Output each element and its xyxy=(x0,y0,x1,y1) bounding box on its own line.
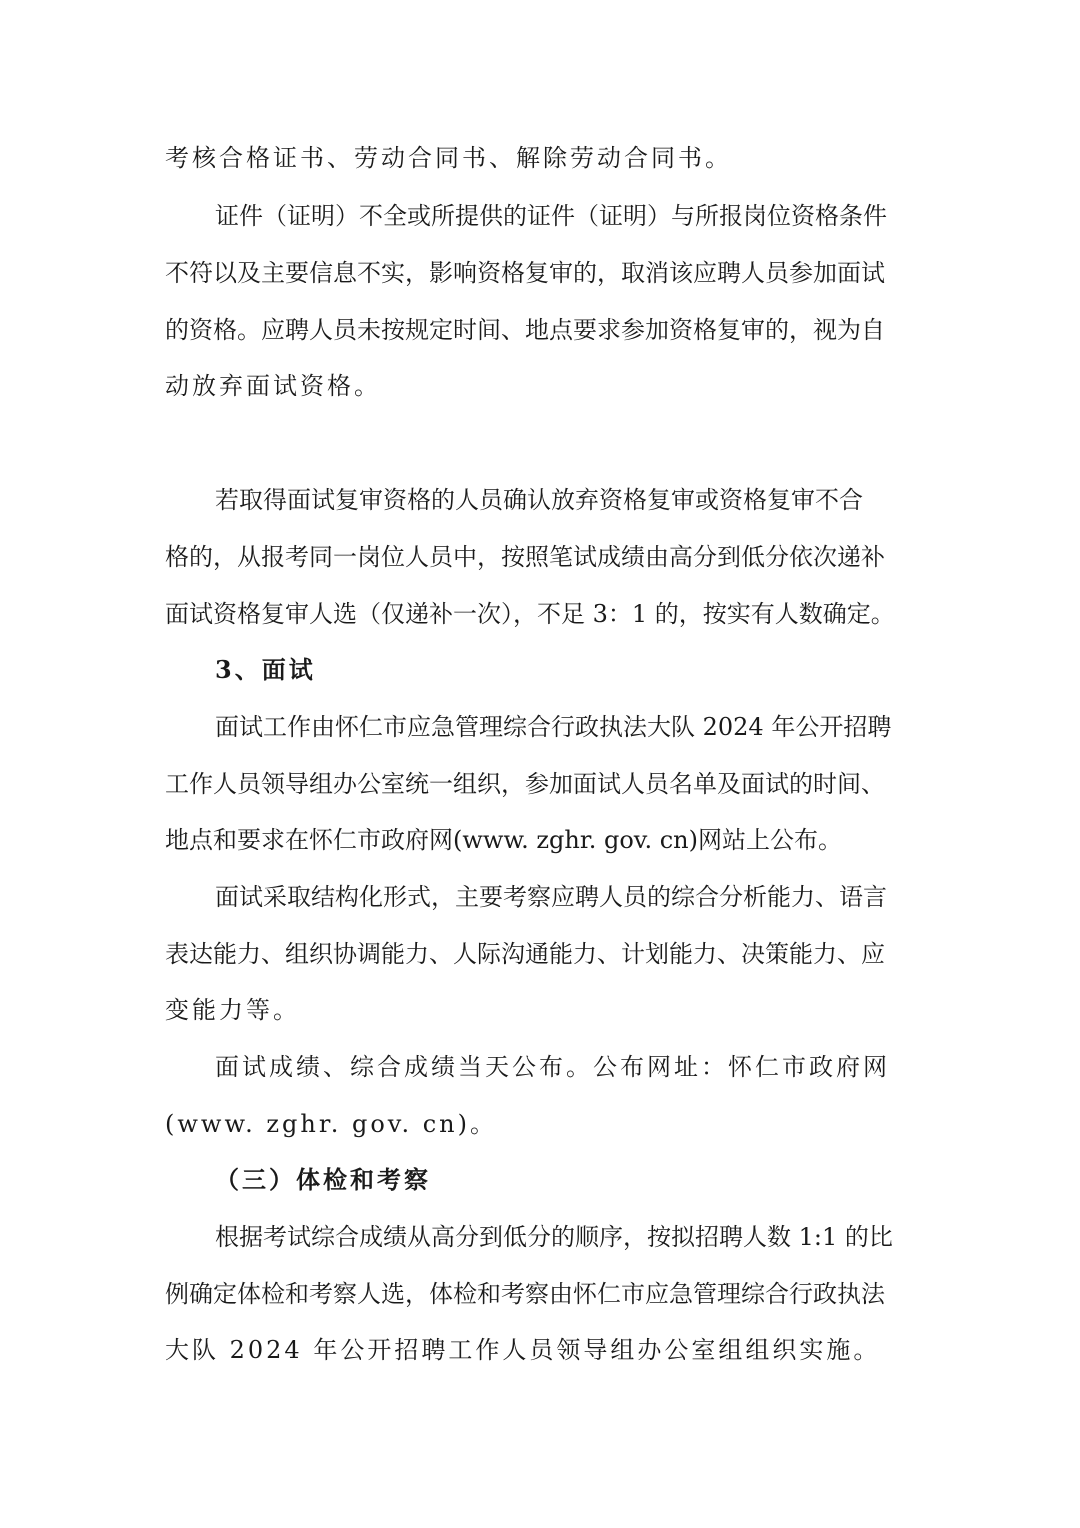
text-line: 例确定体检和考察人选，体检和考察由怀仁市应急管理综合行政执法 xyxy=(165,1280,885,1308)
text-line: 表达能力、组织协调能力、人际沟通能力、计划能力、决策能力、应 xyxy=(165,940,885,968)
text-line: 面试采取结构化形式，主要考察应聘人员的综合分析能力、语言 xyxy=(215,883,887,911)
text-line: 的资格。应聘人员未按规定时间、地点要求参加资格复审的，视为自 xyxy=(165,316,885,344)
text-line: 面试资格复审人选（仅递补一次），不足 3：1 的，按实有人数确定。 xyxy=(165,600,895,628)
text-line: 考核合格证书、劳动合同书、解除劳动合同书。 xyxy=(165,144,732,172)
text-line: 动放弃面试资格。 xyxy=(165,372,381,400)
text-line: 不符以及主要信息不实，影响资格复审的，取消该应聘人员参加面试 xyxy=(165,259,885,287)
text-line: 变能力等。 xyxy=(165,996,300,1024)
text-line: 地点和要求在怀仁市政府网(www. zghr. gov. cn)网站上公布。 xyxy=(165,826,843,854)
text-line: 面试成绩、综合成绩当天公布。公布网址：怀仁市政府网 xyxy=(215,1053,890,1081)
section-heading: 3、面试 xyxy=(215,655,316,684)
text-line: 大队 2024 年公开招聘工作人员领导组办公室组组织实施。 xyxy=(165,1336,881,1364)
text-line: 工作人员领导组办公室统一组织，参加面试人员名单及面试的时间、 xyxy=(165,770,885,798)
text-line: (www. zghr. gov. cn)。 xyxy=(165,1110,498,1138)
text-line: 根据考试综合成绩从高分到低分的顺序，按拟招聘人数 1:1 的比 xyxy=(215,1223,893,1251)
text-line: 格的，从报考同一岗位人员中，按照笔试成绩由高分到低分依次递补 xyxy=(165,543,885,571)
text-line: 面试工作由怀仁市应急管理综合行政执法大队 2024 年公开招聘 xyxy=(215,713,892,741)
text-line: 证件（证明）不全或所提供的证件（证明）与所报岗位资格条件 xyxy=(215,202,887,230)
text-line: 若取得面试复审资格的人员确认放弃资格复审或资格复审不合 xyxy=(215,486,863,514)
section-heading: （三）体检和考察 xyxy=(215,1165,431,1194)
